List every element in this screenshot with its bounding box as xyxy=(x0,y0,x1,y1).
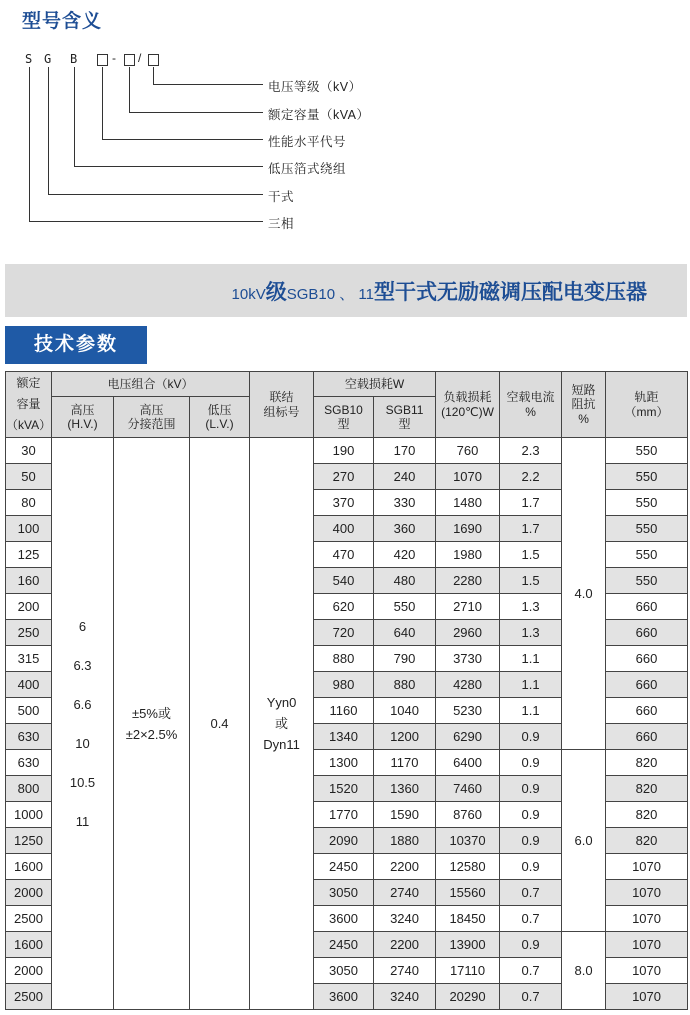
table-row xyxy=(6,438,688,464)
spec-table xyxy=(5,371,688,1010)
cell-sgb11-loss: 170 xyxy=(374,438,436,464)
header-sgb11: SGB11 型 xyxy=(374,397,436,438)
cell-sgb11-loss: 1200 xyxy=(374,724,436,750)
header-capacity: 额定 容量 （kVA） xyxy=(6,372,52,438)
code-dash: - xyxy=(112,51,116,65)
cell-sgb10-loss: 620 xyxy=(314,594,374,620)
cell-noload-current: 0.9 xyxy=(500,750,562,776)
cell-capacity: 2000 xyxy=(6,880,52,906)
header-sgb10: SGB10 型 xyxy=(314,397,374,438)
cell-gauge: 550 xyxy=(606,568,688,594)
cell-capacity: 500 xyxy=(6,698,52,724)
cell-gauge: 550 xyxy=(606,438,688,464)
cell-sgb10-loss: 270 xyxy=(314,464,374,490)
cell-impedance: 6.0 xyxy=(562,750,606,932)
cell-load-loss: 3730 xyxy=(436,646,500,672)
cell-impedance: 4.0 xyxy=(562,438,606,750)
cell-load-loss: 7460 xyxy=(436,776,500,802)
legend-dry-type: 干式 xyxy=(268,190,295,204)
cell-capacity: 1250 xyxy=(6,828,52,854)
cell-gauge: 820 xyxy=(606,750,688,776)
cell-sgb11-loss: 2740 xyxy=(374,880,436,906)
cell-gauge: 660 xyxy=(606,724,688,750)
cell-sgb10-loss: 2450 xyxy=(314,932,374,958)
model-meaning-title: 型号含义 xyxy=(22,11,103,32)
cell-load-loss: 6400 xyxy=(436,750,500,776)
cell-load-loss: 760 xyxy=(436,438,500,464)
cell-capacity: 630 xyxy=(6,750,52,776)
cell-noload-current: 0.9 xyxy=(500,724,562,750)
cell-sgb11-loss: 2200 xyxy=(374,932,436,958)
cell-sgb10-loss: 3050 xyxy=(314,880,374,906)
cell-noload-current: 1.3 xyxy=(500,594,562,620)
cell-sgb10-loss: 3050 xyxy=(314,958,374,984)
cell-capacity: 100 xyxy=(6,516,52,542)
code-letter-s: S xyxy=(25,52,33,66)
cell-noload-current: 2.3 xyxy=(500,438,562,464)
header-tap-range: 高压 分接范围 xyxy=(114,397,190,438)
cell-noload-current: 2.2 xyxy=(500,464,562,490)
cell-sgb10-loss: 2090 xyxy=(314,828,374,854)
cell-gauge: 820 xyxy=(606,776,688,802)
cell-sgb11-loss: 1880 xyxy=(374,828,436,854)
cell-sgb10-loss: 1340 xyxy=(314,724,374,750)
cell-sgb11-loss: 3240 xyxy=(374,906,436,932)
code-letter-b: B xyxy=(70,52,78,66)
cell-noload-current: 0.9 xyxy=(500,854,562,880)
cell-sgb10-loss: 980 xyxy=(314,672,374,698)
cell-noload-current: 0.7 xyxy=(500,880,562,906)
cell-sgb11-loss: 1170 xyxy=(374,750,436,776)
section-tag-tech-params: 技术参数 xyxy=(5,326,147,364)
cell-gauge: 1070 xyxy=(606,932,688,958)
cell-load-loss: 12580 xyxy=(436,854,500,880)
cell-sgb11-loss: 640 xyxy=(374,620,436,646)
cell-noload-current: 0.7 xyxy=(500,958,562,984)
header-gauge: 轨距 （mm） xyxy=(606,372,688,438)
cell-sgb11-loss: 330 xyxy=(374,490,436,516)
cell-sgb10-loss: 1160 xyxy=(314,698,374,724)
cell-lv-value: 0.4 xyxy=(190,438,250,1010)
cell-sgb11-loss: 420 xyxy=(374,542,436,568)
cell-capacity: 30 xyxy=(6,438,52,464)
cell-gauge: 660 xyxy=(606,698,688,724)
cell-sgb10-loss: 540 xyxy=(314,568,374,594)
cell-capacity: 200 xyxy=(6,594,52,620)
cell-vector-group: Yyn0 或 Dyn11 xyxy=(250,438,314,1010)
cell-gauge: 550 xyxy=(606,490,688,516)
cell-sgb10-loss: 3600 xyxy=(314,906,374,932)
cell-gauge: 550 xyxy=(606,542,688,568)
cell-noload-current: 0.7 xyxy=(500,984,562,1010)
cell-load-loss: 2280 xyxy=(436,568,500,594)
cell-noload-current: 1.1 xyxy=(500,672,562,698)
cell-gauge: 820 xyxy=(606,828,688,854)
cell-load-loss: 2710 xyxy=(436,594,500,620)
cell-capacity: 250 xyxy=(6,620,52,646)
cell-noload-current: 0.9 xyxy=(500,932,562,958)
cell-load-loss: 6290 xyxy=(436,724,500,750)
header-lv: 低压 (L.V.) xyxy=(190,397,250,438)
cell-sgb11-loss: 880 xyxy=(374,672,436,698)
cell-sgb11-loss: 1590 xyxy=(374,802,436,828)
cell-gauge: 1070 xyxy=(606,854,688,880)
cell-capacity: 160 xyxy=(6,568,52,594)
cell-sgb10-loss: 720 xyxy=(314,620,374,646)
header-voltage-group: 电压组合（kV） xyxy=(52,372,250,397)
cell-gauge: 1070 xyxy=(606,984,688,1010)
cell-sgb10-loss: 880 xyxy=(314,646,374,672)
legend-rated-capacity: 额定容量（kVA） xyxy=(268,108,370,122)
cell-capacity: 630 xyxy=(6,724,52,750)
cell-gauge: 550 xyxy=(606,464,688,490)
cell-sgb11-loss: 360 xyxy=(374,516,436,542)
cell-capacity: 315 xyxy=(6,646,52,672)
cell-load-loss: 5230 xyxy=(436,698,500,724)
cell-sgb10-loss: 370 xyxy=(314,490,374,516)
cell-load-loss: 13900 xyxy=(436,932,500,958)
cell-load-loss: 8760 xyxy=(436,802,500,828)
cell-sgb11-loss: 2740 xyxy=(374,958,436,984)
legend-three-phase: 三相 xyxy=(268,217,295,231)
cell-noload-current: 1.7 xyxy=(500,516,562,542)
product-banner xyxy=(5,264,687,317)
header-impedance: 短路 阻抗 % xyxy=(562,372,606,438)
cell-noload-current: 0.7 xyxy=(500,906,562,932)
cell-sgb10-loss: 3600 xyxy=(314,984,374,1010)
cell-load-loss: 20290 xyxy=(436,984,500,1010)
cell-capacity: 2500 xyxy=(6,906,52,932)
cell-noload-current: 1.7 xyxy=(500,490,562,516)
cell-gauge: 550 xyxy=(606,516,688,542)
cell-sgb11-loss: 3240 xyxy=(374,984,436,1010)
spec-table-body xyxy=(6,438,688,1010)
cell-load-loss: 1690 xyxy=(436,516,500,542)
cell-capacity: 2000 xyxy=(6,958,52,984)
cell-load-loss: 18450 xyxy=(436,906,500,932)
cell-capacity: 50 xyxy=(6,464,52,490)
cell-gauge: 1070 xyxy=(606,880,688,906)
code-letter-g: G xyxy=(44,52,52,66)
cell-sgb10-loss: 1520 xyxy=(314,776,374,802)
cell-noload-current: 0.9 xyxy=(500,776,562,802)
header-hv: 高压 (H.V.) xyxy=(52,397,114,438)
cell-sgb11-loss: 550 xyxy=(374,594,436,620)
cell-sgb10-loss: 190 xyxy=(314,438,374,464)
cell-noload-current: 1.1 xyxy=(500,698,562,724)
cell-load-loss: 1980 xyxy=(436,542,500,568)
code-box-capacity xyxy=(124,54,135,66)
cell-noload-current: 1.5 xyxy=(500,542,562,568)
cell-sgb11-loss: 1360 xyxy=(374,776,436,802)
code-box-performance xyxy=(97,54,108,66)
cell-sgb11-loss: 1040 xyxy=(374,698,436,724)
cell-sgb10-loss: 1770 xyxy=(314,802,374,828)
legend-voltage-level: 电压等级（kV） xyxy=(268,80,362,94)
cell-sgb11-loss: 240 xyxy=(374,464,436,490)
cell-load-loss: 17110 xyxy=(436,958,500,984)
cell-sgb11-loss: 2200 xyxy=(374,854,436,880)
cell-gauge: 820 xyxy=(606,802,688,828)
cell-capacity: 80 xyxy=(6,490,52,516)
cell-load-loss: 1070 xyxy=(436,464,500,490)
cell-sgb10-loss: 1300 xyxy=(314,750,374,776)
cell-capacity: 1000 xyxy=(6,802,52,828)
cell-gauge: 1070 xyxy=(606,958,688,984)
header-load-loss: 负载损耗 (120℃)W xyxy=(436,372,500,438)
cell-sgb11-loss: 480 xyxy=(374,568,436,594)
cell-impedance: 8.0 xyxy=(562,932,606,1010)
legend-performance-code: 性能水平代号 xyxy=(268,135,347,149)
cell-sgb11-loss: 790 xyxy=(374,646,436,672)
code-slash: / xyxy=(138,51,142,65)
cell-load-loss: 15560 xyxy=(436,880,500,906)
cell-noload-current: 1.3 xyxy=(500,620,562,646)
cell-sgb10-loss: 400 xyxy=(314,516,374,542)
cell-gauge: 660 xyxy=(606,594,688,620)
cell-gauge: 660 xyxy=(606,620,688,646)
cell-noload-current: 0.9 xyxy=(500,828,562,854)
cell-load-loss: 10370 xyxy=(436,828,500,854)
cell-load-loss: 4280 xyxy=(436,672,500,698)
cell-load-loss: 1480 xyxy=(436,490,500,516)
header-noload-current: 空载电流 % xyxy=(500,372,562,438)
cell-sgb10-loss: 470 xyxy=(314,542,374,568)
cell-tap-range: ±5%或 ±2×2.5% xyxy=(114,438,190,1010)
cell-capacity: 2500 xyxy=(6,984,52,1010)
cell-gauge: 660 xyxy=(606,646,688,672)
cell-sgb10-loss: 2450 xyxy=(314,854,374,880)
header-vector-group: 联结 组标号 xyxy=(250,372,314,438)
code-box-voltage xyxy=(148,54,159,66)
cell-gauge: 1070 xyxy=(606,906,688,932)
cell-noload-current: 1.1 xyxy=(500,646,562,672)
cell-capacity: 1600 xyxy=(6,932,52,958)
banner-title: 10kV级SGB10 、 11型干式无励磁调压配电变压器 xyxy=(231,281,647,304)
cell-gauge: 660 xyxy=(606,672,688,698)
header-noload-loss: 空载损耗W xyxy=(314,372,436,397)
cell-capacity: 125 xyxy=(6,542,52,568)
legend-lv-foil-winding: 低压箔式绕组 xyxy=(268,162,347,176)
cell-capacity: 400 xyxy=(6,672,52,698)
cell-noload-current: 0.9 xyxy=(500,802,562,828)
cell-noload-current: 1.5 xyxy=(500,568,562,594)
cell-hv-values: 6 6.3 6.6 10 10.5 11 xyxy=(52,438,114,1010)
cell-capacity: 800 xyxy=(6,776,52,802)
cell-capacity: 1600 xyxy=(6,854,52,880)
cell-load-loss: 2960 xyxy=(436,620,500,646)
